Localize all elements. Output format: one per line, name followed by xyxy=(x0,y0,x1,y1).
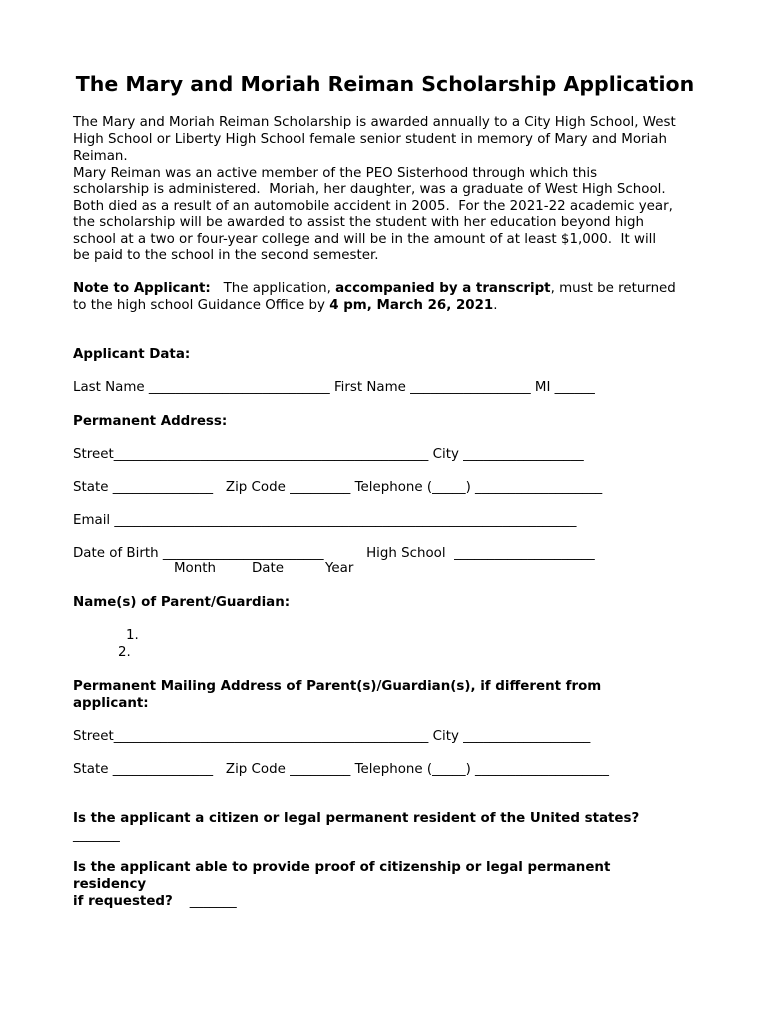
proof-question: residency xyxy=(73,877,147,892)
note-text: , must be returned xyxy=(550,281,676,296)
intro-line: scholarship is administered. Moriah, her daughter, was a graduate of West High School. xyxy=(73,182,666,197)
dob-month-label: Month xyxy=(174,561,216,576)
citizen-question: Is the applicant a citizen or legal permanent resident of the United states? xyxy=(73,811,640,826)
note-text: The application, xyxy=(210,281,336,296)
proof-answer-blank[interactable]: _______ xyxy=(172,894,237,909)
note-transcript: accompanied by a transcript xyxy=(335,281,551,296)
applicant-data-heading: Applicant Data: xyxy=(73,347,191,362)
note-text: to the high school Guidance Office by xyxy=(73,298,330,313)
mailing-street-city-fields[interactable]: Street_______________________________________________ City ___________________ xyxy=(73,729,591,744)
dob-date-label: Date xyxy=(252,561,285,576)
note-text: . xyxy=(493,298,498,313)
intro-line: Reiman. xyxy=(73,149,128,164)
intro-line: the scholarship will be awarded to assist the student with her education beyond high xyxy=(73,215,644,230)
intro-line: Both died as a result of an automobile accident in 2005. For the 2021-22 academic year, xyxy=(73,199,673,214)
intro-line: The Mary and Moriah Reiman Scholarship is awarded annually to a City High School, West xyxy=(73,115,676,130)
mailing-state-zip-phone-fields[interactable]: State _______________ Zip Code _________ Telephone (_____) ____________________ xyxy=(73,762,609,777)
name-fields[interactable]: Last Name ___________________________ First Name __________________ MI ______ xyxy=(73,380,595,395)
state-zip-phone-fields[interactable]: State _______________ Zip Code _________ Telephone (_____) ___________________ xyxy=(73,480,603,495)
note-line-2 xyxy=(73,297,498,314)
proof-question-line xyxy=(73,893,237,910)
proof-question: Is the applicant able to provide proof of citizenship or legal permanent xyxy=(73,860,611,875)
note-deadline: 4 pm, March 26, 2021 xyxy=(329,298,494,313)
dob-year-label: Year xyxy=(325,561,354,576)
page-title: The Mary and Moriah Reiman Scholarship Application xyxy=(75,72,695,96)
mailing-address-heading: applicant: xyxy=(73,696,149,711)
permanent-address-heading: Permanent Address: xyxy=(73,414,228,429)
note-line-1 xyxy=(73,280,676,297)
intro-line: be paid to the school in the second semester. xyxy=(73,248,379,263)
intro-line: Mary Reiman was an active member of the PEO Sisterhood through which this xyxy=(73,166,598,181)
parent-item-2[interactable]: 2. xyxy=(118,645,131,660)
note-label: Note to Applicant: xyxy=(73,281,211,296)
intro-line: school at a two or four-year college and will be in the amount of at least $1,000. It will xyxy=(73,232,657,247)
email-field[interactable]: Email _____________________________________________________________________ xyxy=(73,513,577,528)
mailing-address-heading: Permanent Mailing Address of Parent(s)/Guardian(s), if different from xyxy=(73,679,602,694)
parent-guardian-heading: Name(s) of Parent/Guardian: xyxy=(73,595,291,610)
dob-highschool-fields[interactable]: Date of Birth ________________________ High School _____________________ xyxy=(73,546,595,561)
intro-line: High School or Liberty High School female senior student in memory of Mary and Moriah xyxy=(73,132,667,147)
parent-item-1[interactable]: 1. xyxy=(126,628,139,643)
proof-question: if requested? xyxy=(73,894,173,909)
citizen-answer-blank[interactable]: _______ xyxy=(73,828,120,843)
street-city-fields[interactable]: Street_______________________________________________ City __________________ xyxy=(73,447,584,462)
